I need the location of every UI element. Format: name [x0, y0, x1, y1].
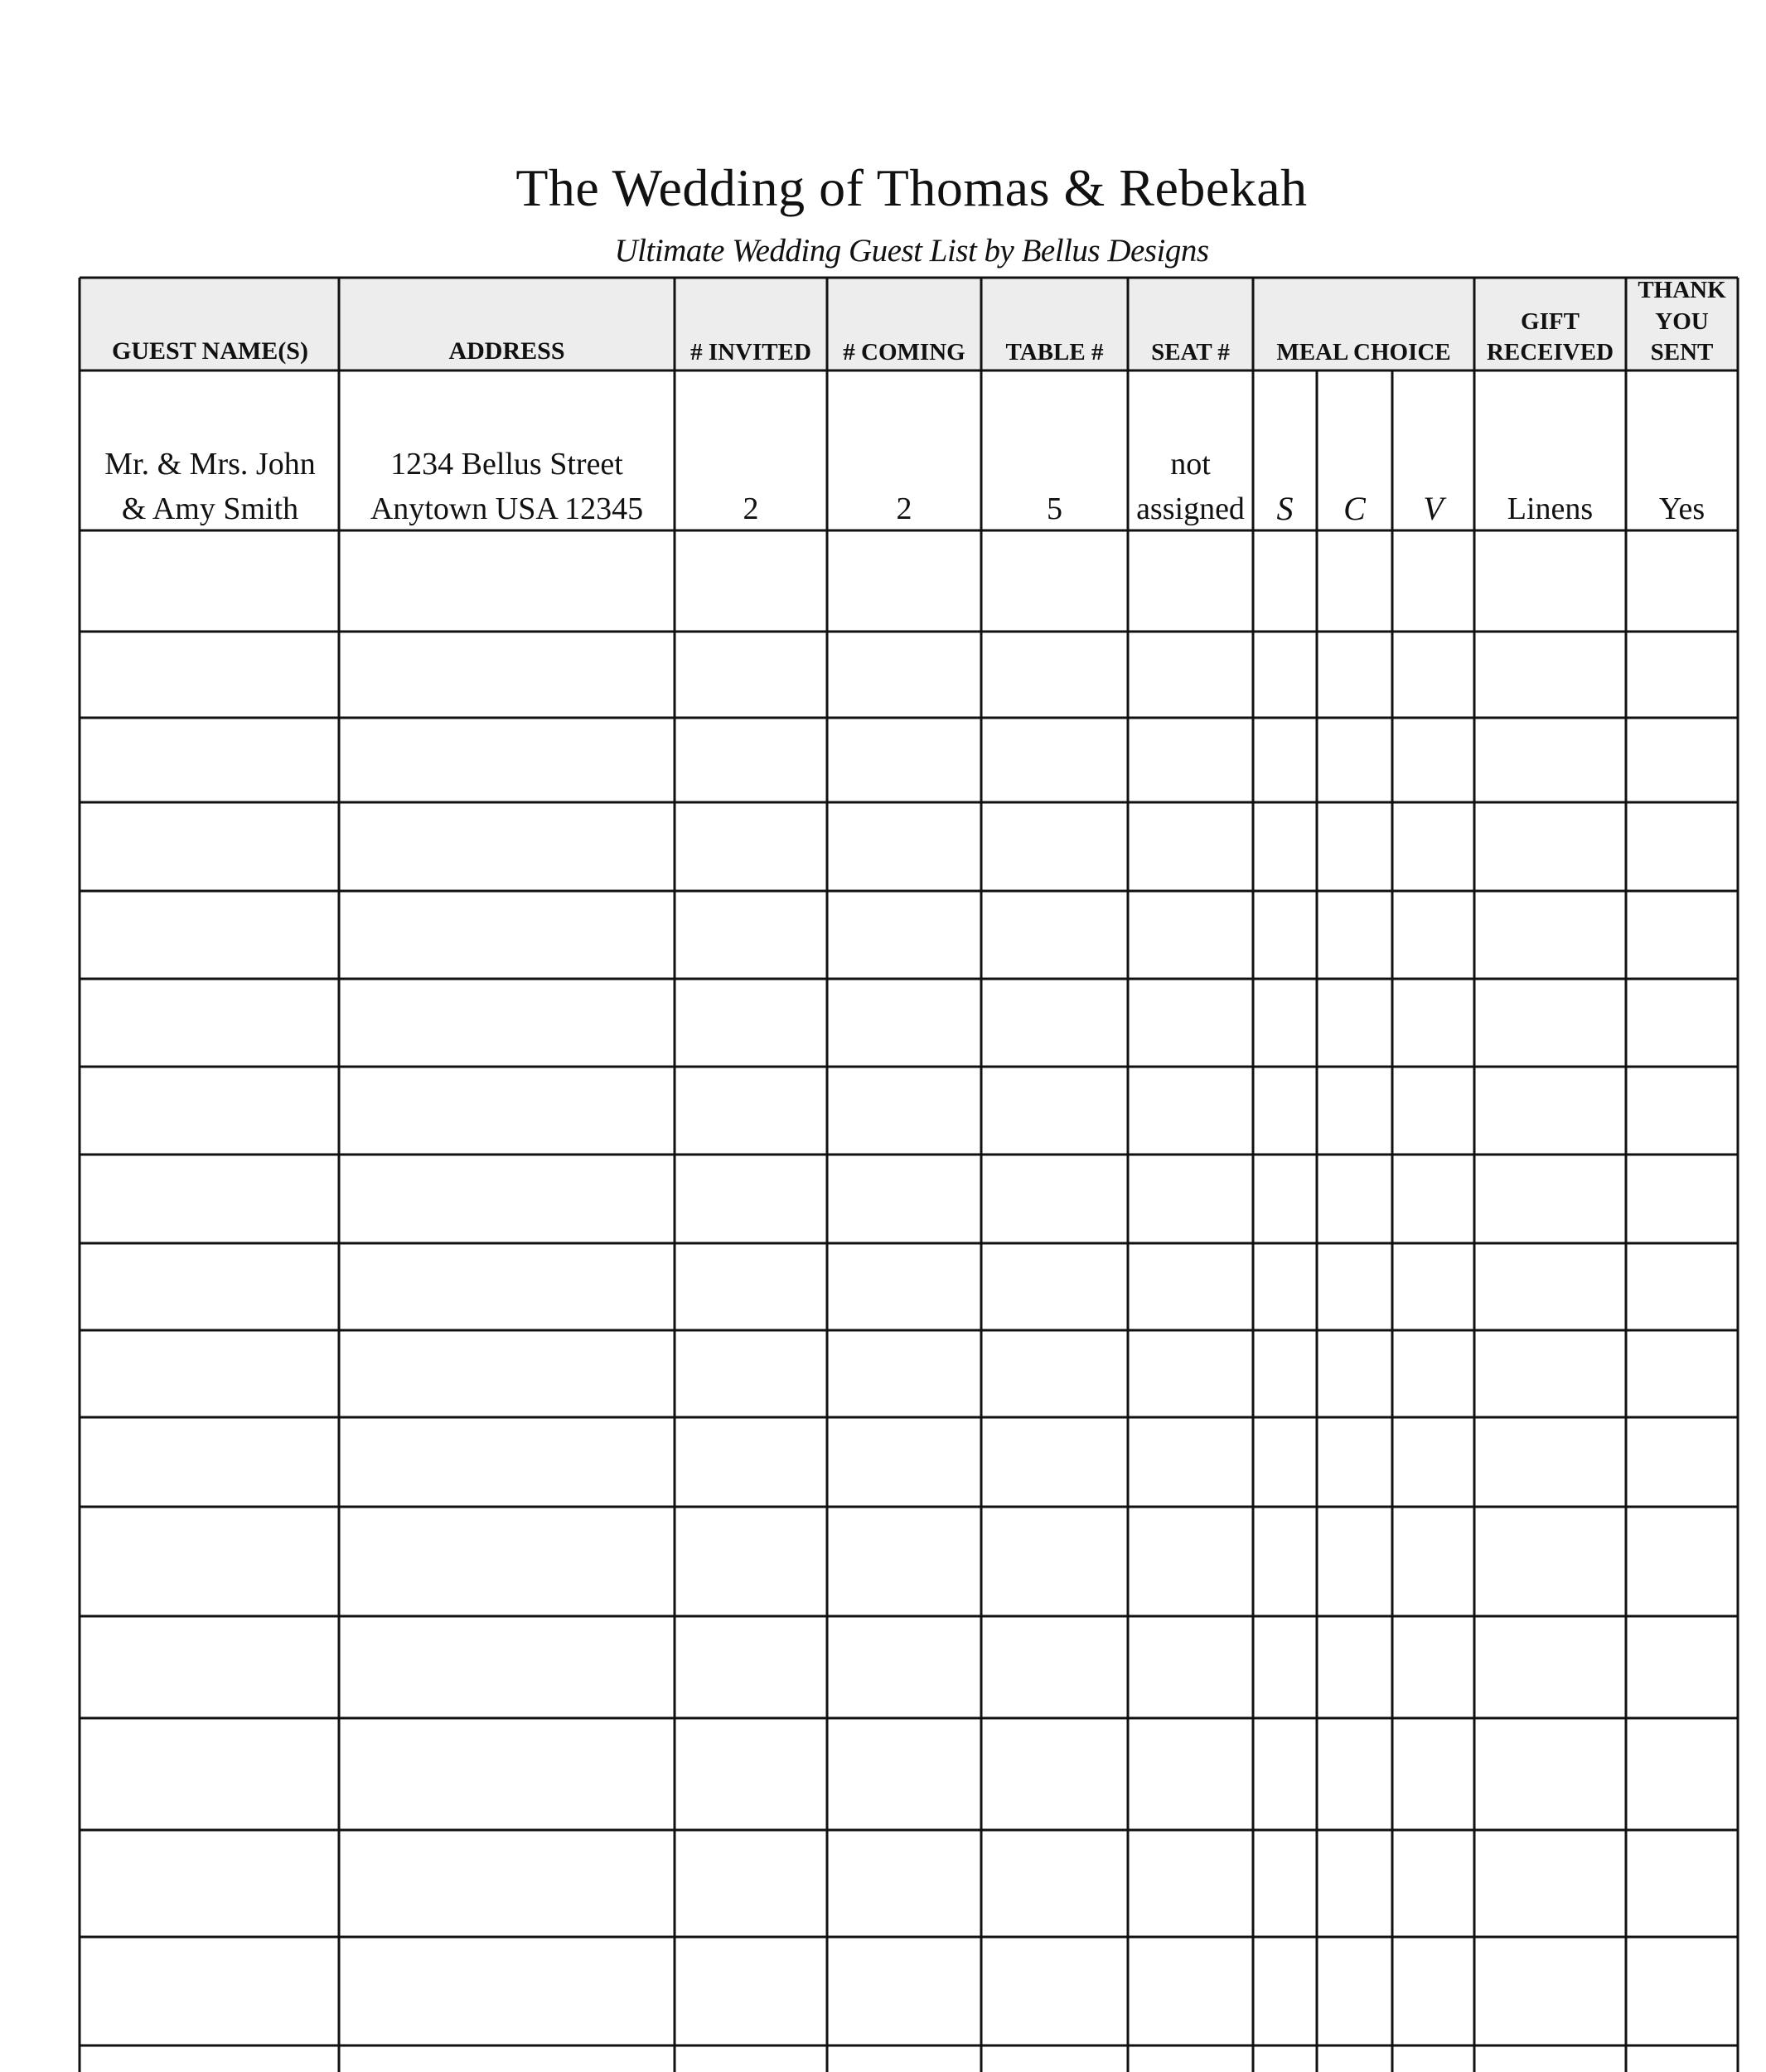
header-thank-line3: SENT — [1650, 339, 1714, 366]
example-coming: 2 — [896, 491, 912, 526]
example-address-line2: Anytown USA 12345 — [370, 491, 644, 526]
header-seat: SEAT # — [1151, 339, 1230, 366]
example-meal-steak: S — [1276, 490, 1294, 527]
example-seat-line1: not — [1170, 447, 1211, 482]
header-gift-line1: GIFT — [1521, 308, 1580, 335]
header-thank-line1: THANK — [1638, 277, 1726, 303]
example-guest-line2: & Amy Smith — [121, 491, 299, 526]
example-gift: Linens — [1507, 491, 1594, 526]
header-table: TABLE # — [1005, 339, 1104, 366]
example-table: 5 — [1047, 491, 1062, 526]
example-address-line1: 1234 Bellus Street — [390, 447, 623, 482]
header-address: ADDRESS — [448, 337, 565, 365]
header-meal-choice: MEAL CHOICE — [1276, 339, 1451, 366]
header-invited: # INVITED — [690, 339, 811, 366]
header-guest-names: GUEST NAME(S) — [112, 337, 308, 365]
example-guest-line1: Mr. & Mrs. John — [104, 447, 316, 482]
example-thank-you: Yes — [1658, 491, 1706, 526]
example-seat-line2: assigned — [1136, 491, 1245, 526]
page-subtitle: Ultimate Wedding Guest List by Bellus Designs — [614, 233, 1209, 269]
page-title: The Wedding of Thomas & Rebekah — [515, 158, 1308, 217]
header-thank-line2: YOU — [1655, 308, 1709, 335]
example-meal-chicken: C — [1343, 490, 1366, 527]
example-meal-vegetarian: V — [1423, 490, 1444, 527]
header-gift-line2: RECEIVED — [1486, 339, 1614, 366]
header-coming: # COMING — [843, 339, 965, 366]
example-invited: 2 — [743, 491, 759, 526]
